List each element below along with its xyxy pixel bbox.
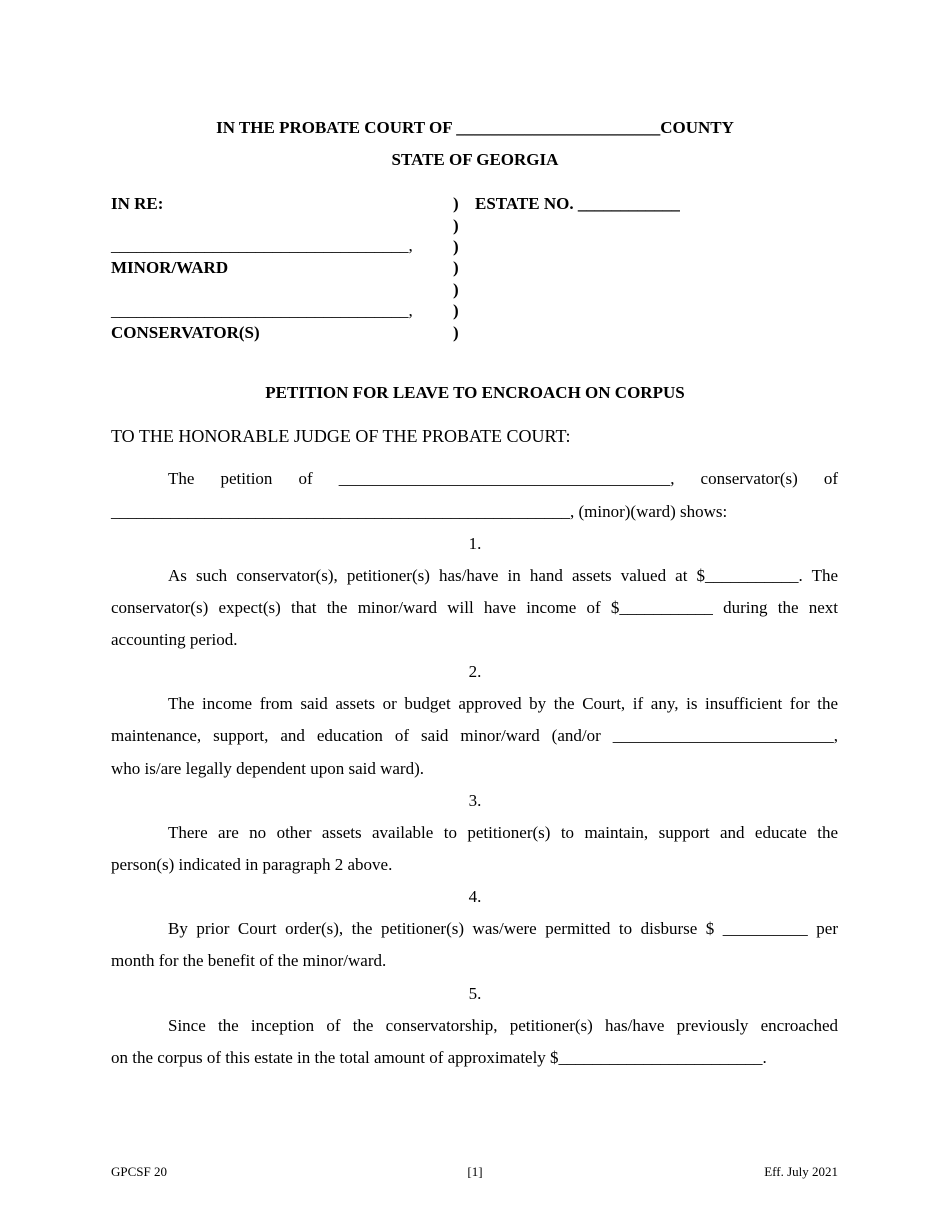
- paragraph-line: conservator(s) expect(s) that the minor/ward will have income of $___________ during the next: [111, 598, 838, 617]
- caption-paren: ): [453, 323, 459, 342]
- in-re-label: IN RE:: [111, 194, 164, 213]
- paragraph-line: The income from said assets or budget approved by the Court, if any, is insufficient for the: [168, 694, 838, 713]
- court-heading: IN THE PROBATE COURT OF ________________________COUNTY: [216, 118, 734, 137]
- intro-line-2: ______________________________________________________, (minor)(ward) shows:: [111, 502, 728, 521]
- paragraph-line: accounting period.: [111, 630, 238, 649]
- caption-paren: ): [453, 280, 459, 299]
- conservator-name-line: ___________________________________,: [111, 301, 413, 320]
- intro-line-1: The petition of _______________________________________, conservator(s) of: [168, 469, 838, 488]
- paragraph-number: 4.: [468, 887, 482, 906]
- paragraph-line: maintenance, support, and education of said minor/ward (and/or __________________________,: [111, 726, 838, 745]
- paragraph-line: As such conservator(s), petitioner(s) has/have in hand assets valued at $___________. The: [168, 566, 838, 585]
- paragraph-number: 2.: [468, 662, 482, 681]
- paragraph-line: month for the benefit of the minor/ward.: [111, 951, 387, 970]
- paragraph-line: There are no other assets available to petitioner(s) to maintain, support and educate the: [168, 823, 838, 842]
- page-number: [1]: [467, 1164, 483, 1179]
- minor-ward-label: MINOR/WARD: [111, 258, 229, 277]
- estate-number-label: ESTATE NO. ____________: [475, 194, 680, 213]
- conservators-label: CONSERVATOR(S): [111, 323, 260, 342]
- paragraph-number: 1.: [468, 534, 482, 553]
- paragraph-line: By prior Court order(s), the petitioner(s) was/were permitted to disburse $ __________ per: [168, 919, 838, 938]
- petition-title: PETITION FOR LEAVE TO ENCROACH ON CORPUS: [265, 383, 685, 402]
- salutation: TO THE HONORABLE JUDGE OF THE PROBATE COURT:: [111, 426, 571, 446]
- state-heading: STATE OF GEORGIA: [391, 150, 559, 169]
- caption-paren: ): [453, 194, 459, 213]
- minor-name-line: ___________________________________,: [111, 236, 413, 255]
- effective-date: Eff. July 2021: [764, 1164, 838, 1179]
- paragraph-line: who is/are legally dependent upon said ward).: [111, 759, 424, 778]
- paragraph-number: 3.: [468, 791, 482, 810]
- paragraph-line: on the corpus of this estate in the total amount of approximately $________________________.: [111, 1048, 767, 1067]
- form-id: GPCSF 20: [111, 1164, 167, 1179]
- paragraph-line: Since the inception of the conservatorship, petitioner(s) has/have previously encroached: [168, 1016, 838, 1035]
- caption-paren: ): [453, 237, 459, 256]
- caption-paren: ): [453, 301, 459, 320]
- caption-paren: ): [453, 216, 459, 235]
- paragraph-line: person(s) indicated in paragraph 2 above.: [111, 855, 393, 874]
- paragraph-number: 5.: [468, 984, 482, 1003]
- caption-paren: ): [453, 258, 459, 277]
